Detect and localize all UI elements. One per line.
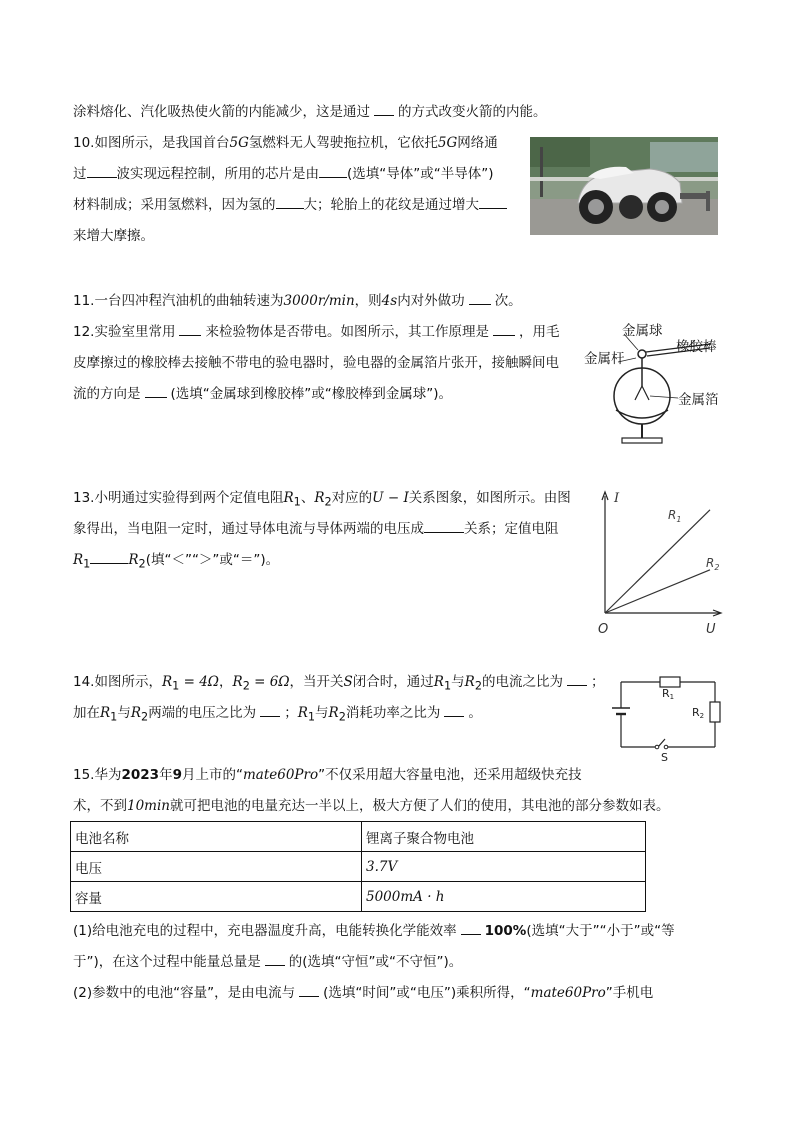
q14-line-2: 加在$R_1$与$R_2$两端的电压之比为 ；$R_1$与$R_2$消耗功率之比为 。: [73, 705, 482, 724]
table-cell: 锂离子聚合物电池: [362, 822, 646, 852]
table-cell: 电池名称: [71, 822, 362, 852]
q9-text: 涂料熔化、汽化吸热使火箭的内能减少，这是通过: [73, 104, 370, 120]
answer-blank: [260, 703, 280, 717]
q15-sub1-line-2: 于”)，在这个过程中能量总量是 的(选填“守恒”或“不守恒”)。: [73, 954, 463, 970]
q13-line-1: 13.小明通过实验得到两个定值电阻$R_1$、$R_2$对应的U − I关系图象，如图所示。由图: [73, 490, 571, 509]
switch-contact: [664, 745, 668, 749]
answer-blank: [424, 519, 464, 533]
answer-blank: [319, 164, 347, 178]
table-cell: 电压: [71, 852, 362, 882]
r2-label: R2: [692, 706, 705, 720]
q15-line-1: 15.华为2023年9月上市的“mate60Pro”不仅采用超大容量电池，还采用超级快充技: [73, 767, 582, 783]
label-rubber-rod: 橡胶棒: [676, 339, 717, 355]
q10-line-3: 材料制成；采用氢燃料，因为氢的 大；轮胎上的花纹是通过增大: [73, 195, 507, 215]
q11-line: 11.一台四冲程汽油机的曲轴转速为3000r/min，则4s内对外做功 次。: [73, 293, 522, 309]
label-metal-ball: 金属球: [622, 323, 663, 339]
switch-s: [658, 739, 665, 747]
ui-graph: [592, 488, 728, 638]
r1-line-label: $R_1$: [668, 508, 682, 524]
table-row: [71, 852, 646, 882]
q12-line-3: 流的方向是 (选填“金属球到橡胶棒”或“橡胶棒到金属球”)。: [73, 386, 453, 402]
answer-blank: [374, 102, 394, 116]
q13-line-2: 象得出，当电阻一定时，通过导体电流与导体两端的电压成 关系；定值电阻: [73, 521, 559, 537]
answer-blank: [444, 703, 464, 717]
q13-line-3: $R_1$ $R_2$(填“＜”“＞”或“＝”)。: [73, 552, 280, 571]
y-axis-label: I: [614, 491, 620, 506]
battery-params-table: [70, 821, 646, 912]
answer-blank: [469, 291, 491, 305]
label-metal-stem: 金属杆: [584, 351, 625, 367]
circuit-figure: [602, 670, 732, 765]
r1-label: R1: [662, 687, 675, 701]
answer-blank: [265, 952, 285, 966]
table-row: [71, 882, 646, 912]
answer-blank: [461, 921, 481, 935]
q9-tail-line: [73, 102, 547, 122]
answer-blank: [145, 384, 167, 398]
table-cell: 容量: [71, 882, 362, 912]
tractor-photo: [530, 137, 718, 235]
label-metal-foil: 金属箔: [678, 392, 719, 408]
origin-label: O: [598, 622, 609, 637]
q14-line-1: 14.如图所示，$R_1 = 4\Omega$，$R_2 = 6\Omega$，当开关S闭合时，通过$R_1$与$R_2$的电流之比为 ；: [73, 674, 605, 693]
answer-blank: [479, 195, 507, 209]
table-cell: 3.7V: [362, 852, 646, 882]
q15-sub2-line: (2)参数中的电池“容量”，是由电流与 (选填“时间”或“电压”)乘积所得，“mate60Pro”手机电: [73, 985, 654, 1001]
q10-line-2: 过 波实现远程控制，所用的芯片是由 (选填“导体”或“半导体”): [73, 166, 494, 182]
x-axis-label: U: [706, 622, 716, 637]
answer-blank: [87, 164, 117, 178]
table-cell: 5000mA · h: [362, 882, 646, 912]
answer-blank: [567, 672, 587, 686]
answer-blank: [276, 195, 304, 209]
electroscope-figure: [580, 320, 730, 450]
answer-blank: [299, 983, 319, 997]
q12-line-1: 12.实验室里常用 来检验物体是否带电。如图所示，其工作原理是 ，用毛: [73, 324, 560, 340]
q10-line-1: 10.如图所示，是我国首台5G氢燃料无人驾驶拖拉机，它依托5G网络通: [73, 135, 498, 151]
switch-label: S: [661, 751, 668, 764]
q10-line-4: 来增大摩擦。: [73, 228, 154, 244]
series-line-1: [605, 510, 710, 613]
answer-blank: [179, 322, 201, 336]
resistor-r2: [710, 702, 720, 722]
answer-blank: [90, 550, 128, 564]
q12-line-2: 皮摩擦过的橡胶棒去接触不带电的验电器时，验电器的金属箔片张开，接触瞬间电: [73, 355, 559, 371]
table-row: [71, 822, 646, 852]
answer-blank: [493, 322, 515, 336]
q9-text: 的方式改变火箭的内能。: [398, 104, 547, 120]
r2-line-label: $R_2$: [706, 556, 720, 572]
q15-sub1-line-1: (1)给电池充电的过程中，充电器温度升高，电能转换化学能效率 100%(选填“大于”“小于”或“等: [73, 923, 675, 939]
series-line-2: [605, 570, 710, 613]
resistor-r1: [660, 677, 680, 687]
q15-line-2: 术，不到10min就可把电池的电量充达一半以上，极大方便了人们的使用，其电池的部分参数如表。: [73, 798, 670, 814]
